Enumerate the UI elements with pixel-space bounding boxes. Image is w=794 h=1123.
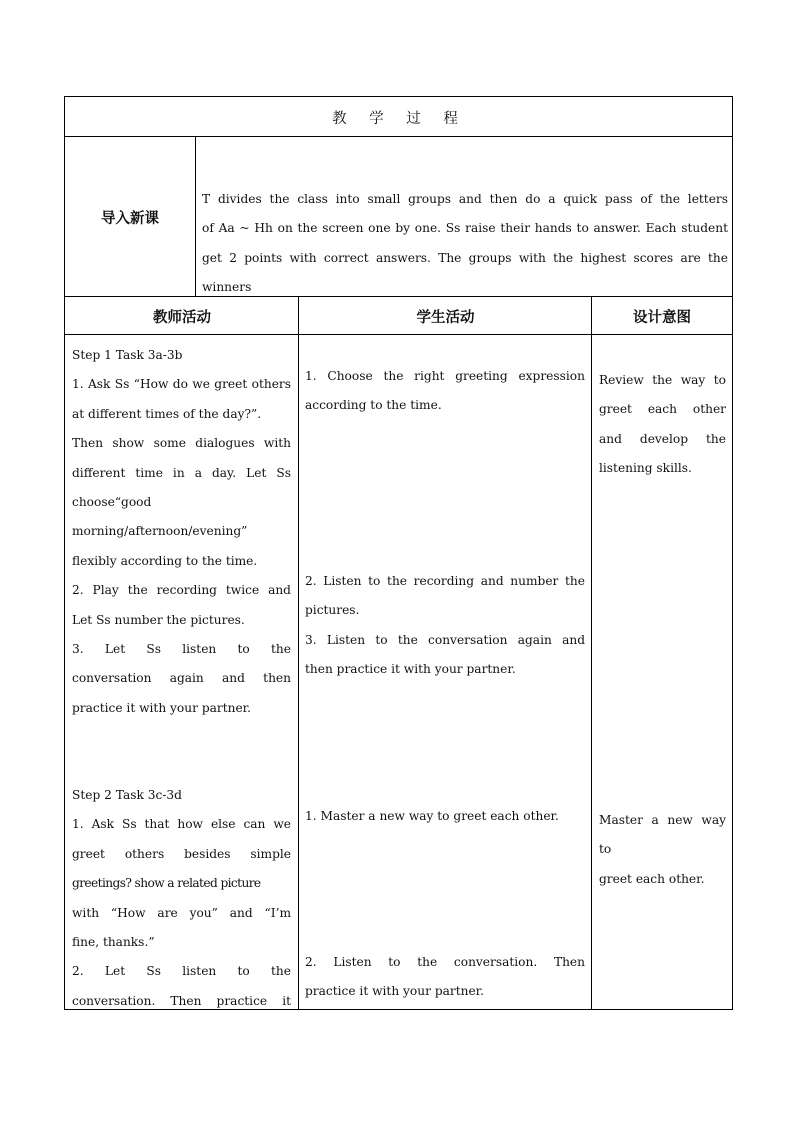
teacher-line: with “How are you” and “I’m xyxy=(72,905,291,920)
teacher-step2 xyxy=(72,781,291,1016)
design-line: listening skills. xyxy=(599,461,692,476)
teacher-line: fine, thanks.” xyxy=(72,935,155,950)
student-line: 1. Choose the right greeting expression xyxy=(305,369,585,383)
teacher-line: different time in a day. Let Ss xyxy=(72,465,291,480)
divider xyxy=(591,297,592,1009)
teacher-line: 2. Play the recording twice and xyxy=(72,583,291,598)
design-line: Review the way to xyxy=(599,373,726,387)
student-line: pictures. xyxy=(305,603,360,618)
design-line: greet each other. xyxy=(599,871,705,886)
step-title: Step 2 Task 3c-3d xyxy=(72,788,182,802)
design-intent-2 xyxy=(599,806,726,894)
lesson-process-table xyxy=(64,96,733,1010)
student-activity-2 xyxy=(305,567,585,685)
teacher-line: 1. Ask Ss that how else can we xyxy=(72,817,291,832)
intro-label: 导入新课 xyxy=(101,210,159,227)
student-activity-1 xyxy=(305,362,585,421)
intro-line: T divides the class into small groups and then do a quick pass of the letters xyxy=(202,192,728,206)
student-activity-3 xyxy=(305,802,585,831)
design-line: greet each other xyxy=(599,402,726,417)
design-line: Master a new way to xyxy=(599,813,726,857)
student-line: 3. Listen to the conversation again and xyxy=(305,632,585,647)
divider xyxy=(65,334,732,335)
student-line: 1. Master a new way to greet each other. xyxy=(305,809,559,823)
teacher-line: greet others besides simple xyxy=(72,846,291,861)
divider xyxy=(298,297,299,1009)
teacher-line: conversation. Then practice it xyxy=(72,993,291,1008)
header-teacher-activity: 教师活动 xyxy=(153,309,211,326)
step-title: Step 1 Task 3a-3b xyxy=(72,348,183,362)
teacher-line: flexibly according to the time. xyxy=(72,553,258,568)
student-line: according to the time. xyxy=(305,398,442,413)
divider xyxy=(195,137,196,297)
header-design-intent: 设计意图 xyxy=(633,309,691,326)
intro-text xyxy=(202,185,728,303)
student-line: 2. Listen to the recording and number the xyxy=(305,574,585,588)
teacher-line: greetings? show a related picture xyxy=(72,876,261,891)
design-intent-1 xyxy=(599,366,726,484)
teacher-line: 1. Ask Ss “How do we greet others xyxy=(72,377,291,392)
teacher-line: Then show some dialogues with xyxy=(72,436,291,451)
table-title: 教 学 过 程 xyxy=(332,110,467,127)
teacher-line: at different times of the day?”. xyxy=(72,406,262,421)
intro-line: get 2 points with correct answers. The groups with the highest scores are the xyxy=(202,250,728,265)
teacher-line: 2. Let Ss listen to the xyxy=(72,964,291,979)
intro-line: winners xyxy=(202,280,252,295)
teacher-step1 xyxy=(72,341,291,723)
student-line: then practice it with your partner. xyxy=(305,662,516,677)
intro-line: of Aa ~ Hh on the screen one by one. Ss raise their hands to answer. Each student xyxy=(202,221,728,236)
teacher-line: morning/afternoon/evening” xyxy=(72,524,248,539)
teacher-line: Let Ss number the pictures. xyxy=(72,612,245,627)
teacher-line: practice it with your partner. xyxy=(72,700,252,715)
student-line: practice it with your partner. xyxy=(305,984,485,999)
header-student-activity: 学生活动 xyxy=(416,309,475,326)
student-activity-4 xyxy=(305,948,585,1007)
design-line: and develop the xyxy=(599,431,726,446)
student-line: 2. Listen to the conversation. Then xyxy=(305,955,585,969)
teacher-line: choose“good xyxy=(72,495,152,510)
teacher-line: 3. Let Ss listen to the xyxy=(72,642,291,657)
teacher-line: conversation again and then xyxy=(72,671,291,686)
